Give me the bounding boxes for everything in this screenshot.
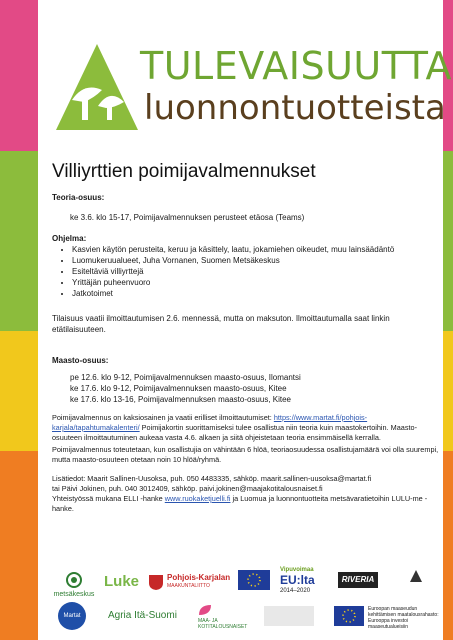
coat-of-arms-icon (148, 574, 164, 590)
contact-line-2: tai Päivi Jokinen, puh. 040 3012409, sähköp. paivi.jokinen@maajakotitalousnaiset.fi (52, 484, 323, 493)
logo-line1: TULEVAISUUTTA (140, 44, 453, 88)
eu-label: EU:lta (280, 573, 315, 587)
eu-fund-label: Euroopan maaseudun kehittämisen maatalousrahasto: Eurooppa investoi maaseutualueisiin (368, 606, 439, 630)
right-band-green (443, 151, 453, 331)
right-band-orange (443, 451, 453, 640)
riveria-logo: RIVERIA (338, 572, 378, 588)
program-item: • Luomukeruualueet, Juha Vornanen, Suomen Metsäkeskus (72, 255, 442, 266)
leaf-icon (198, 604, 212, 616)
eu-flag-icon (238, 570, 270, 590)
right-band-yellow (443, 331, 453, 451)
contact-line-1: Lisätiedot: Maarit Sallinen-Uusoksa, puh. 050 4483335, sähköp. maarit.sallinen-uusoksa@martat.fi (52, 474, 372, 483)
partner-logos (52, 562, 442, 634)
info-text: Poimijakortin suorittamiseksi tulee osallistua niin teoria kuin maastokertoihin. Maasto-osuuteen ilmoittautuminen aukeaa vasta 4.6. alkaen ja siitä ohjeistetaan teoria ensimmäisellä kerralla. (52, 423, 418, 442)
eu-flag-icon-2 (334, 606, 364, 626)
maa-ja-koti-label: MAA- JA KOTITALOUSNAISET (198, 618, 248, 630)
program-list (52, 244, 442, 299)
info-paragraph-2: Poimijavalmennus toteutetaan, kun osallistujia on vähintään 6 hlöä, teoriaosuudessa osallistujamäärä voi olla suurempi, mutta maasto-osuuteen otetaan noin 10 hlöä/ryhmä. (52, 445, 439, 464)
pohjois-karjalan-label: Pohjois-Karjalan (167, 573, 231, 582)
maa-ja-koti-logo (198, 604, 248, 630)
martat-logo (58, 602, 86, 630)
martat-label: Martat (63, 613, 81, 619)
left-band-green (0, 151, 38, 331)
metsakeskus-logo (52, 572, 96, 599)
program-item: • Yrittäjän puheenvuoro (72, 277, 442, 288)
university-crest-icon (408, 568, 424, 584)
logo-line2: luonnontuotteista (144, 88, 446, 128)
eu-stars-icon (238, 570, 270, 590)
martat-calendar-link[interactable]: https://www.martat.fi/pohjois-karjala/tapahtumakalenteri/ (52, 413, 368, 432)
page-title: Villiyrttien poimijavalmennukset (52, 161, 316, 182)
theory-line: ke 3.6. klo 15-17, Poimijavalmennuksen perusteet etäosa (Teams) (70, 213, 305, 222)
main-content (52, 160, 442, 514)
mushroom-triangle-icon (54, 42, 140, 132)
metsakeskus-label: metsäkeskus (53, 591, 95, 598)
program-item: • Jatkotoimet (72, 288, 442, 299)
pohjois-karjalan-logo (148, 574, 252, 590)
vipuvoimaa-logo (280, 566, 328, 595)
field-line: ke 17.6. klo 13-16, Poimijavalmennuksen maasto-osuus, Kitee (70, 395, 292, 404)
field-line: ke 17.6. klo 9-12, Poimijavalmennuksen maasto-osuus, Kitee (70, 384, 287, 393)
info-text: Poimijavalmennus on kaksiosainen ja vaatii erilliset ilmoittautumiset: (52, 413, 274, 422)
ministry-logo (264, 606, 314, 626)
program-heading: Ohjelma: (52, 234, 87, 243)
theory-heading: Teoria-osuus: (52, 193, 105, 202)
contact-line-3 (52, 494, 442, 514)
vipuvoimaa-label: Vipuvoimaa (280, 567, 314, 573)
contact-text: Yhteistyössä mukana ELLI -hanke (52, 494, 165, 503)
left-band-pink (0, 0, 38, 151)
info-paragraph-1 (52, 413, 442, 443)
contact-text: ja Luomua ja luonnontuotteita metsävaratietoihin LULU-me -hanke. (52, 494, 428, 513)
university-logo (396, 568, 436, 594)
ruokaketjuelli-link[interactable]: www.ruokaketjuelli.fi (164, 494, 231, 503)
header-logo (44, 40, 453, 138)
left-band-orange (0, 451, 38, 640)
program-item: • Esiteltäviä villiyrttejä (72, 266, 442, 277)
registration-text: Tilaisuus vaatii ilmoittautumisen 2.6. mennessä, mutta on maksuton. Ilmoittautumalla saat linkin etätilaisuuteen. (52, 314, 390, 334)
metsakeskus-icon (66, 572, 82, 588)
agria-logo: Agria Itä-Suomi (108, 610, 177, 621)
eu-stars-icon (334, 606, 364, 626)
program-item: • Kasvien käytön perusteita, keruu ja käsittely, laatu, jokamiehen oikeudet, muu lainsäädäntö (72, 244, 442, 255)
field-heading: Maasto-osuus: (52, 356, 109, 365)
maakuntaliitto-label: MAAKUNTALIITTO (167, 583, 210, 589)
field-line: pe 12.6. klo 9-12, Poimijavalmennuksen maasto-osuus, Ilomantsi (70, 373, 301, 382)
luke-logo: Luke (104, 573, 140, 590)
years-label: 2014–2020 (280, 588, 311, 594)
left-band-yellow (0, 331, 38, 451)
